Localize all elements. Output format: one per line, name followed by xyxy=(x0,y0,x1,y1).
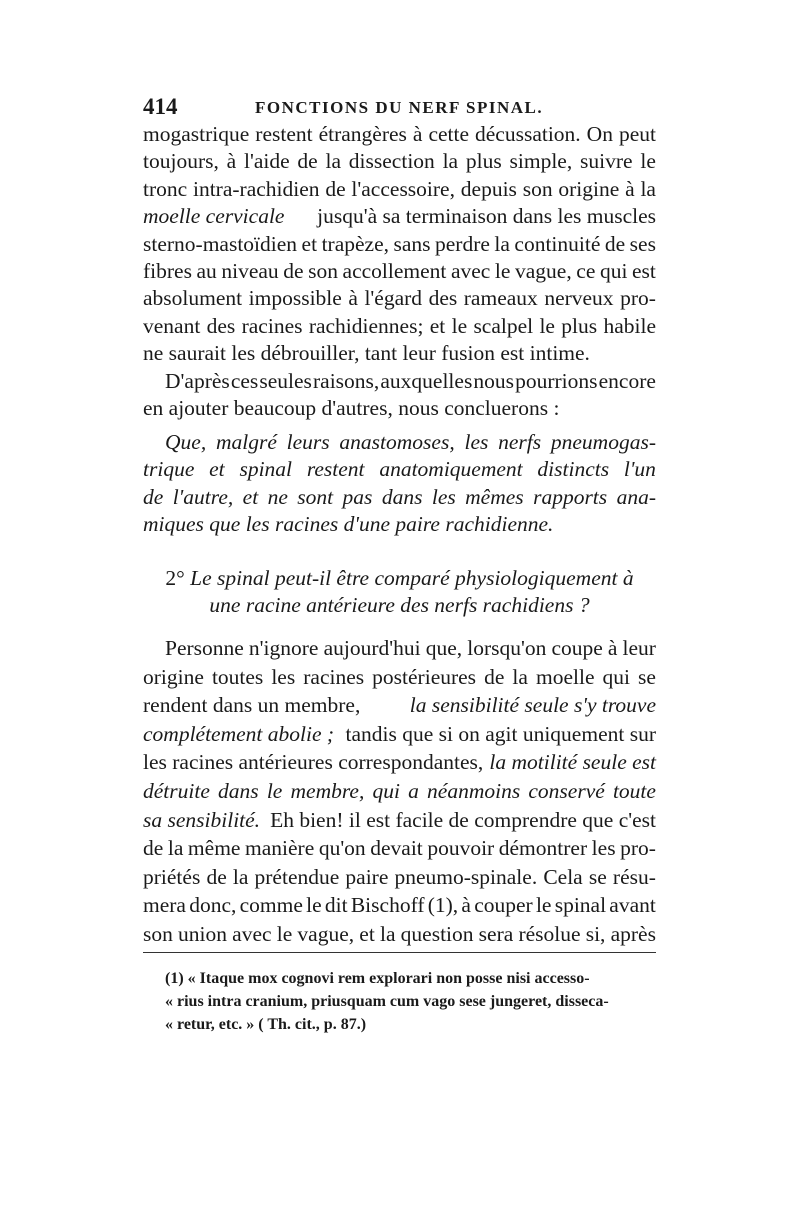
text-line: détruite dans le membre, qui a néanmoins conservé toute xyxy=(143,778,656,803)
text-line: toujours, à l'aide de la dissection la plus simple, suivre le xyxy=(143,149,656,174)
paragraph-physiology xyxy=(143,634,656,949)
text-line: miques que les racines d'une paire rachidienne. xyxy=(143,512,554,537)
italic-span: la sensibilité seule s'y trouve xyxy=(409,693,656,718)
text-line: de l'autre, et ne sont pas dans les mêmes rapports ana- xyxy=(143,484,656,509)
text-span: les racines antérieures correspondantes, xyxy=(143,750,484,775)
text-line: mogastrique restent étrangères à cette décussation. On peut xyxy=(143,122,656,146)
text-line xyxy=(143,720,656,749)
text-span: jusqu'à sa terminaison dans les muscles xyxy=(317,204,656,229)
footnote-divider xyxy=(143,952,656,953)
text-line: priétés de la prétendue paire pneumo-spinale. Cela se résu- xyxy=(143,864,656,889)
text-line: fibres au niveau de son accollement avec le vague, ce qui est xyxy=(143,259,656,284)
text-line: D'après ces seules raisons, auxquelles nous pourrions encore xyxy=(165,368,656,393)
text-line: de la même manière qu'on devait pouvoir démontrer les pro- xyxy=(143,836,656,861)
text-line xyxy=(143,203,656,230)
text-line: Que, malgré leurs anastomoses, les nerfs pneumogas- xyxy=(165,430,656,454)
page-number: 414 xyxy=(143,94,178,119)
text-line xyxy=(143,691,656,720)
footnote-line: (1) « Itaque mox cognovi rem explorari non posse nisi accesso- xyxy=(165,970,590,987)
footnote-line: « rius intra cranium, priusquam cum vago sese jungeret, disseca- xyxy=(165,993,609,1010)
text-span: Eh bien! il est facile de comprendre que c'est xyxy=(270,807,656,832)
heading-text: Le spinal peut-il être comparé physiologiquement à xyxy=(190,566,634,590)
italic-span: complétement abolie ; xyxy=(143,721,335,746)
text-line: Personne n'ignore aujourd'hui que, lorsqu'on coupe à leur xyxy=(165,636,656,660)
conclusion-paragraph xyxy=(143,429,656,539)
heading-line-1 xyxy=(143,565,656,592)
text-span: rendent dans un membre, xyxy=(143,693,361,718)
text-line: ne saurait les débrouiller, tant leur fusion est intime. xyxy=(143,341,590,366)
page-header xyxy=(143,94,656,120)
footnote-line: « retur, etc. » ( Th. cit., p. 87.) xyxy=(165,1016,367,1033)
text-line: origine toutes les racines postérieures de la moelle qui se xyxy=(143,664,656,689)
text-line: sterno-mastoïdien et trapèze, sans perdre la continuité de ses xyxy=(143,231,656,256)
section-number: 2° xyxy=(165,566,185,590)
italic-span: sa sensibilité. xyxy=(143,807,261,832)
text-line: son union avec le vague, et la question sera résolue si, après xyxy=(143,921,656,946)
text-line xyxy=(143,748,656,777)
text-line: tronc intra-rachidien de l'accessoire, depuis son origine à la xyxy=(143,176,656,201)
section-heading xyxy=(143,565,656,620)
text-line: en ajouter beaucoup d'autres, nous concluerons : xyxy=(143,396,560,421)
text-line: trique et spinal restent anatomiquement distincts l'un xyxy=(143,457,656,482)
text-line xyxy=(143,806,656,835)
italic-term: moelle cervicale xyxy=(143,204,285,229)
italic-span: la motilité seule est xyxy=(489,750,656,775)
text-span: tandis que si on agit uniquement sur xyxy=(345,721,656,746)
paragraph-decussation xyxy=(143,121,656,422)
heading-line-2: une racine antérieure des nerfs rachidiens ? xyxy=(209,593,590,618)
text-line: mera donc, comme le dit Bischoff (1), à couper le spinal avant xyxy=(143,893,656,918)
text-line: absolument impossible à l'égard des rameaux nerveux pro- xyxy=(143,286,656,311)
text-line: venant des racines rachidiennes; et le scalpel le plus habile xyxy=(143,313,656,338)
running-head: FONCTIONS DU NERF SPINAL. xyxy=(255,98,544,117)
footnote xyxy=(165,967,656,1036)
